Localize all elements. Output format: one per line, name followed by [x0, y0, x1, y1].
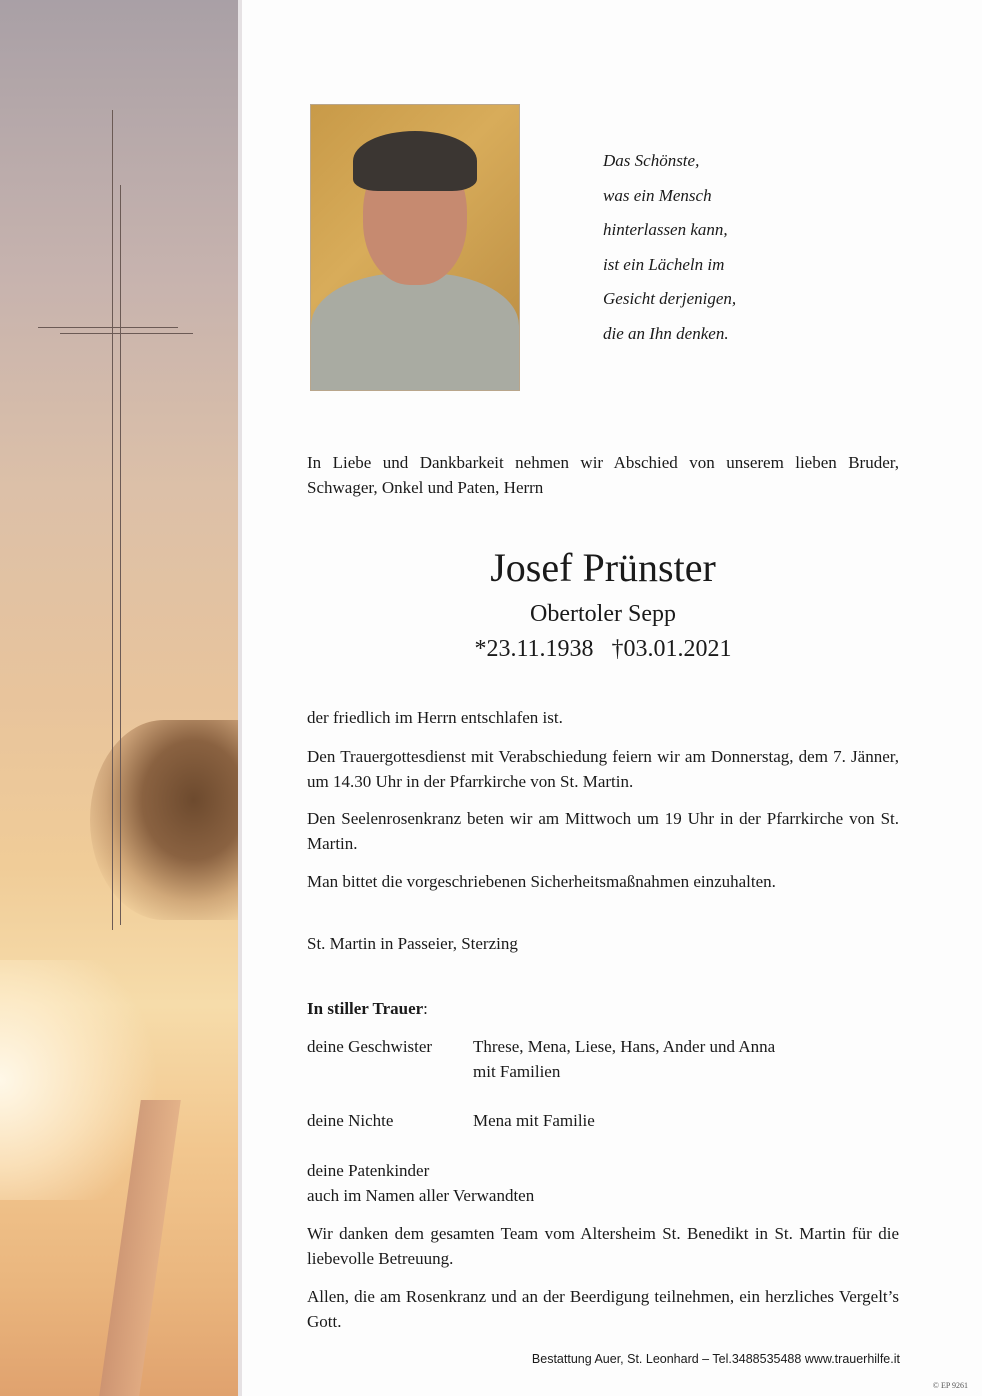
thanks-text: Allen, die am Rosenkranz und an der Beerdigung teilnehmen, ein herzliches Vergelt’s Gott. — [307, 1287, 899, 1331]
portrait-shirt — [311, 273, 519, 390]
divider — [238, 0, 242, 1396]
place: St. Martin in Passeier, Sterzing — [307, 934, 518, 953]
portrait-photo — [310, 104, 520, 391]
quote-line: Das Schönste, — [603, 151, 700, 170]
paragraph: Den Seelenrosenkranz beten wir am Mittwoch um 19 Uhr in der Pfarrkirche von St. Martin. — [307, 809, 899, 853]
deceased-name: Josef Prünster — [490, 545, 716, 590]
quote-line: die an Ihn denken. — [603, 323, 729, 343]
paragraph: Man bittet die vorgeschriebenen Sicherheitsmaßnahmen einzuhalten. — [307, 872, 776, 891]
quote-line: hinterlassen kann, — [603, 220, 728, 239]
quote — [603, 144, 883, 351]
cross-line — [38, 327, 178, 328]
mourners-heading — [307, 996, 899, 1021]
mourners-heading-colon: : — [423, 999, 428, 1018]
mourners-heading-text: In stiller Trauer — [307, 999, 424, 1018]
mourner-label: auch im Namen aller Verwandten — [307, 1186, 535, 1205]
mourner-value: Mena mit Familie — [473, 1111, 595, 1130]
paragraph: Den Trauergottesdienst mit Verabschiedung feiern wir am Donnerstag, dem 7. Jänner, um 14.30 Uhr in der Pfarrkirche von St. Martin. — [307, 747, 899, 791]
mourner-value: Threse, Mena, Liese, Hans, Ander und Anna — [473, 1037, 776, 1056]
quote-line: Gesicht derjenigen, — [603, 289, 737, 308]
quote-line: ist ein Lächeln im — [603, 254, 725, 274]
thanks-text: Wir danken dem gesamten Team vom Altersheim St. Benedikt in St. Martin für die liebevolle Betreuung. — [307, 1224, 899, 1268]
quote-line: was ein Mensch — [603, 185, 712, 205]
birth-date: *23.11.1938 — [474, 636, 594, 662]
funeral-home-footer: Bestattung Auer, St. Leonhard – Tel.3488535488 www.trauerhilfe.it — [531, 1352, 900, 1366]
mourner-label: deine Geschwister — [307, 1037, 433, 1056]
nickname: Obertoler Sepp — [530, 601, 676, 627]
intro-text: In Liebe und Dankbarkeit nehmen wir Abschied von unserem lieben Bruder, Schwager, Onkel und Paten, Herrn — [307, 453, 899, 497]
cross-line — [112, 110, 113, 930]
cross-line — [60, 333, 193, 334]
print-code: © EP 9261 — [932, 1381, 968, 1390]
portrait-hair — [353, 131, 477, 191]
life-dates — [307, 634, 899, 664]
death-date: †03.01.2021 — [611, 636, 732, 662]
cross-line — [120, 185, 121, 925]
paragraph: der friedlich im Herrn entschlafen ist. — [307, 708, 563, 727]
dandelion-sunset-image — [0, 0, 238, 1396]
mourner-label: deine Nichte — [307, 1111, 394, 1130]
mourner-value: mit Familien — [473, 1062, 561, 1081]
mourner-label: deine Patenkinder — [307, 1161, 430, 1180]
